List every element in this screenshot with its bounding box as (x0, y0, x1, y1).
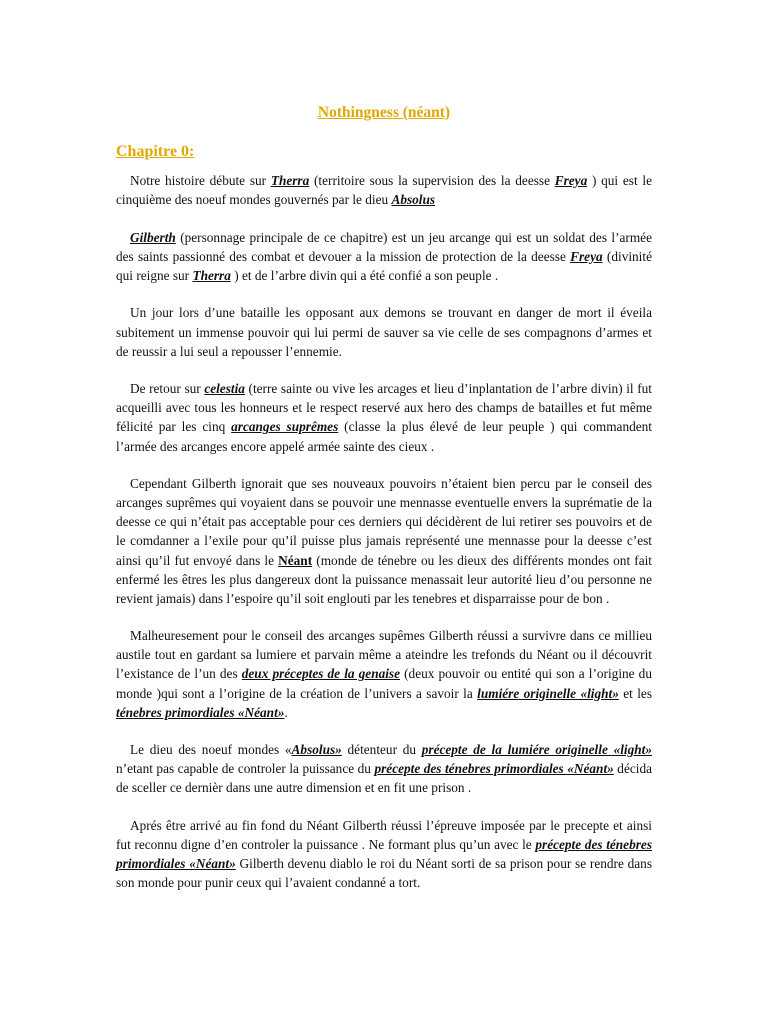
text: Cependant Gilberth ignorait que ses nouveaux pouvoirs n’étaient bien percu par le conseil des arcanges suprêmes qui voyaient dans se pouvoir une mennasse eventuelle envers la suprématie de la deesse ce qui n’était pas acceptable pour ces derniers qui décidèrent de lui retirer ses pouvoirs et de le comdanner a l’exile pour qu’il puisse plus jamais représenté une mennasse pour la deesse c’est ainsi qu’il fut envoyé dans le (116, 476, 652, 568)
keyword-freya: Freya (554, 173, 588, 188)
text: n’etant pas capable de controler la puissance du (116, 761, 375, 777)
paragraph-2 (116, 228, 652, 285)
keyword-lumiere-originelle: lumiére originelle «light» (477, 685, 619, 701)
text: De retour sur (130, 381, 205, 397)
text: (territoire sous la supervision des la deesse (309, 173, 555, 188)
text: ) et de l’arbre divin qui a été confié a son peuple . (230, 267, 499, 283)
paragraph-1 (116, 171, 652, 209)
paragraph-8 (116, 816, 652, 892)
chapter-heading: Chapitre 0: (116, 143, 195, 160)
paragraph-3 (116, 303, 652, 360)
keyword-therra: Therra (192, 267, 231, 283)
text: . (284, 704, 288, 720)
keyword-celestia: celestia (204, 381, 245, 397)
paragraph-4 (116, 379, 652, 455)
keyword-precepte-tenebres: précepte des ténebres primordiales «Néant» (116, 837, 652, 872)
text: décida de sceller ce dernièr dans une autre dimension et en fit une prison . (116, 761, 653, 796)
keyword-absolus: Absolus» (291, 742, 342, 758)
keyword-neant: Néant (278, 552, 313, 568)
text: (divinité qui reigne sur (116, 248, 652, 283)
keyword-precepte-lumiere: précepte de la lumiére originelle «light» (421, 742, 652, 758)
text: (monde de ténebre ou les dieux des différents mondes ont fait enfermé les êtres les plus dangereux dont la puissance menassait leur autorité lieu d’ou personne ne revient jamais) dans l’espoire qu’il soit englouti par les tenebres et disparraisse pour de bon . (116, 552, 652, 606)
text: (personnage principale de ce chapitre) est un jeu arcange qui est un soldat des l’armée des saints passionné des combat et devouer a la mission de protection de la deesse (116, 229, 652, 264)
document-title: Nothingness (néant) (317, 104, 451, 121)
keyword-gilberth: Gilberth (130, 229, 176, 245)
keyword-arcanges-supremes: arcanges suprêmes (231, 419, 339, 435)
keyword-freya: Freya (570, 248, 603, 264)
paragraph-5 (116, 474, 652, 608)
keyword-therra: Therra (270, 173, 310, 188)
keyword-absolus: Absolus (391, 192, 436, 208)
text: et les (618, 685, 653, 701)
paragraph-6 (116, 626, 652, 721)
text: Notre histoire débute sur (130, 173, 271, 188)
text: Aprés être arrivé au fin fond du Néant Gilberth réussi l’épreuve imposée par le precepte et ainsi fut reconnu digne d’en controler la puissance . Ne formant plus qu’un avec le (116, 818, 652, 853)
keyword-deux-preceptes: deux préceptes de la genaise (241, 666, 401, 682)
text: (deux pouvoir ou entité qui son a l’origine du monde )qui sont a l’origine de la création de l’univers a savoir la (116, 666, 652, 701)
document-body (116, 171, 652, 911)
text: Le dieu des noeuf mondes « (130, 742, 292, 758)
text: détenteur du (341, 742, 422, 758)
text: Malheuresement pour le conseil des arcanges supêmes Gilberth réussi a survivre dans ce millieu austile tout en gardant sa lumiere et parvain même a ateindre les trefonds du Néant ou il découvrit l’existance de l’un des (116, 628, 652, 682)
keyword-precepte-tenebres: précepte des ténebres primordiales «Néant» (374, 761, 614, 777)
keyword-tenebres-primordiales: ténebres primordiales «Néant» (116, 704, 285, 720)
text: (terre sainte ou vive les arcages et lieu d’inplantation de l’arbre divin) il fut acqueilli avec tous les honneurs et le respect reservé aux hero des champs de batailles et fut même félicité par les cinq (116, 381, 652, 435)
text: ) qui est le cinquième des noeuf mondes gouvernés par le dieu (116, 173, 652, 208)
text: (classe la plus élevé de leur peuple ) qui commandent l’armée des arcanges encore appelé armée sainte des cieux . (116, 419, 652, 454)
paragraph-7 (116, 740, 652, 797)
text: Gilberth devenu diablo le roi du Néant sorti de sa prison pour se rendre dans son monde pour punir ceux qui l’avaient condanné a tort. (116, 856, 652, 891)
text: Un jour lors d’une bataille les opposant aux demons se trouvant en danger de mort il éveila subitement un immense pouvoir qui lui permi de sauver sa vie celle de ses compagnons d’armes et de reussir a lui seul a repousser l’ennemie. (116, 305, 652, 359)
